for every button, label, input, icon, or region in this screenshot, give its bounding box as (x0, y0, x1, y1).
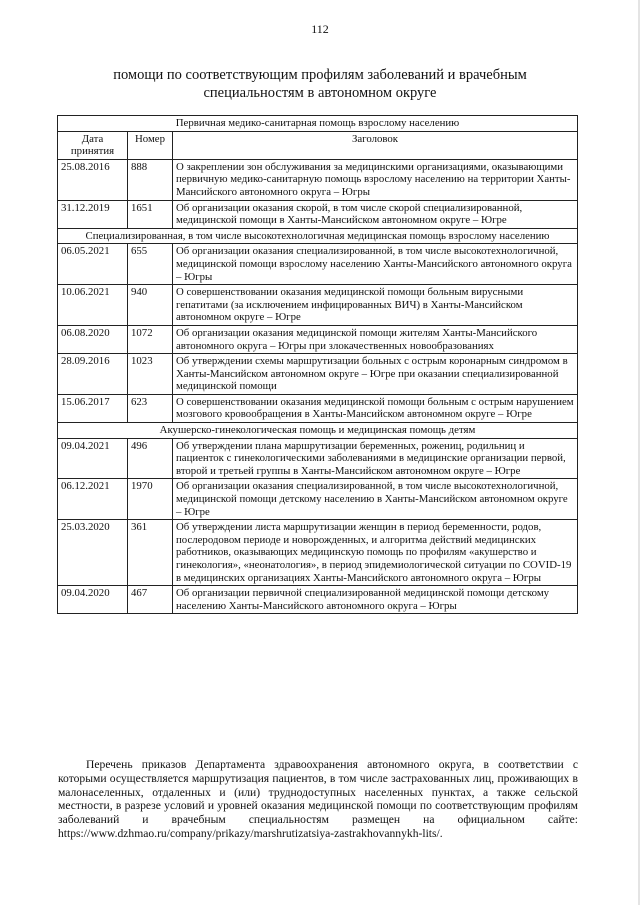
table-row (58, 244, 578, 285)
table-row (58, 159, 578, 200)
order-title: Об организации оказания специализированной, в том числе высокотехнологичной, медицинской помощи взрослому населению Ханты-Мансийского автономного округа – Югры (173, 244, 578, 285)
order-title: Об организации оказания медицинской помощи жителям Ханты-Мансийского автономного округа – Югры при злокачественных новообразованиях (173, 325, 578, 353)
header-title: Заголовок (173, 131, 578, 159)
order-title: О закреплении зон обслуживания за медицинскими организациями, оказывающими первичную медико-санитарную помощь взрослому населению на территории Ханты-Мансийского автономного округа – Югры (173, 159, 578, 200)
order-number: 888 (128, 159, 173, 200)
order-title: Об утверждении схемы маршрутизации больных с острым коронарным синдромом в Ханты-Мансийском автономном округе – Югре при оказании специализированной медицинской помощи (173, 354, 578, 395)
order-date: 25.03.2020 (58, 520, 128, 586)
section-heading: Специализированная, в том числе высокотехнологичная медицинская помощь взрослому населению (58, 228, 578, 244)
order-title: О совершенствовании оказания медицинской помощи больным вирусными гепатитами (за исключением инфицированных ВИЧ) в Ханты-Мансийском автономном округе – Югре (173, 285, 578, 326)
table-row (58, 200, 578, 228)
order-title: Об организации оказания скорой, в том числе скорой специализированной, медицинской помощи в Ханты-Мансийском автономном округе – Югре (173, 200, 578, 228)
order-date: 06.12.2021 (58, 479, 128, 520)
table-row (58, 285, 578, 326)
table-row (58, 394, 578, 422)
page-number: 112 (311, 22, 329, 36)
section-heading: Первичная медико-санитарная помощь взрослому населению (58, 116, 578, 132)
orders-table (57, 115, 578, 614)
footer-paragraph (58, 758, 578, 841)
order-number: 1072 (128, 325, 173, 353)
order-date: 15.06.2017 (58, 394, 128, 422)
order-date: 06.08.2020 (58, 325, 128, 353)
order-date: 31.12.2019 (58, 200, 128, 228)
order-number: 940 (128, 285, 173, 326)
header-number: Номер (128, 131, 173, 159)
order-date: 09.04.2021 (58, 438, 128, 479)
order-title: Об организации первичной специализированной медицинской помощи детскому населению Ханты-Мансийского автономного округа – Югры (173, 586, 578, 614)
footer-text: Перечень приказов Департамента здравоохранения автономного округа, в соответствии с которыми осуществляется маршрутизация пациентов, в том числе застрахованных лиц, проживающих в малонаселенных, отдаленных и (или) труднодоступных населенных пунктах, а также сельской местности, в разрезе условий и уровней оказания медицинской помощи по соответствующим профилям заболеваний и врачебным специальностям размещен на официальном сайте: https://www.dzhmao.ru/company/prikazy/marshrutizatsiya-zastrakhovannykh-lits/. (58, 758, 578, 840)
header-date: Дата принятия (58, 131, 128, 159)
order-number: 1651 (128, 200, 173, 228)
order-date: 10.06.2021 (58, 285, 128, 326)
order-number: 467 (128, 586, 173, 614)
order-date: 25.08.2016 (58, 159, 128, 200)
table-row (58, 354, 578, 395)
table-row (58, 586, 578, 614)
order-number: 655 (128, 244, 173, 285)
section-heading: Акушерско-гинекологическая помощь и медицинская помощь детям (58, 423, 578, 439)
table-row (58, 325, 578, 353)
table-row (58, 479, 578, 520)
order-number: 1970 (128, 479, 173, 520)
order-date: 06.05.2021 (58, 244, 128, 285)
table-header-row (58, 131, 578, 159)
document-title-line-1: помощи по соответствующим профилям заболеваний и врачебным (113, 67, 527, 83)
order-number: 1023 (128, 354, 173, 395)
order-title: Об организации оказания специализированной, в том числе высокотехнологичной, медицинской помощи детскому населению в Ханты-Мансийском автономном округе – Югре (173, 479, 578, 520)
table-row (58, 520, 578, 586)
order-number: 361 (128, 520, 173, 586)
order-date: 09.04.2020 (58, 586, 128, 614)
section-heading-row (58, 228, 578, 244)
order-title: О совершенствовании оказания медицинской помощи больным с острым нарушением мозгового кровообращения в Ханты-Мансийском автономном округе – Югре (173, 394, 578, 422)
order-number: 623 (128, 394, 173, 422)
document-title (60, 66, 580, 102)
table-row (58, 438, 578, 479)
order-number: 496 (128, 438, 173, 479)
order-title: Об утверждении плана маршрутизации беременных, рожениц, родильниц и пациенток с гинекологическими заболеваниями в медицинские организации первой, второй и третьей группы в Ханты-Мансийском автономном округе – Югре (173, 438, 578, 479)
section-heading-row (58, 423, 578, 439)
order-title: Об утверждении листа маршрутизации женщин в период беременности, родов, послеродовом периоде и новорожденных, и алгоритма действий медицинских работников, оказывающих медицинскую помощь по профилям «акушерство и гинекология», «неонатология», в период эпидемиологической ситуации по COVID-19 в медицинских организациях Ханты-Мансийского автономного округа – Югры (173, 520, 578, 586)
document-title-line-2: специальностям в автономном округе (203, 85, 437, 101)
section-heading-row (58, 116, 578, 132)
order-date: 28.09.2016 (58, 354, 128, 395)
